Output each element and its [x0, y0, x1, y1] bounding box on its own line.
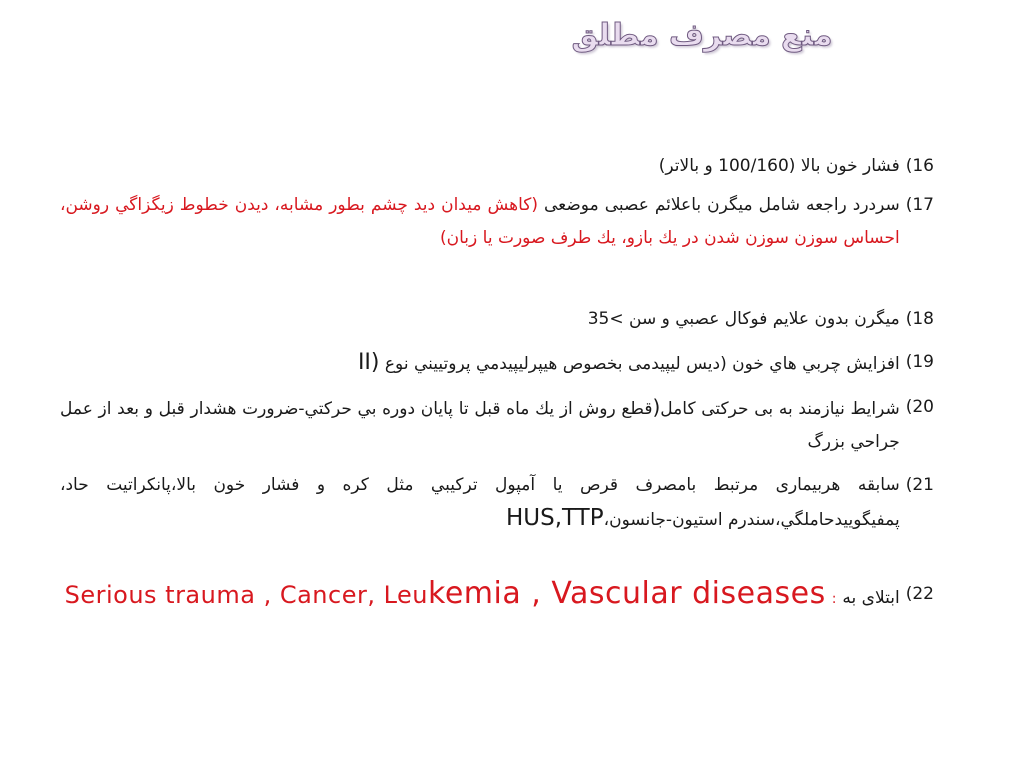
item-paren: (: [652, 395, 661, 419]
item-text: [60, 391, 900, 459]
list-item-21: [60, 469, 934, 537]
item-number: 19): [905, 352, 934, 372]
item-text-main: سابقه هربیماری مرتبط بامصرف قرص یا آمپول ترکیبي مثل کره و فشار خون بالا،پانكراتيت حاد، پمفیگويیدحاملگي،سندرم استيون-جانسون،: [60, 475, 900, 530]
list-item-22: [60, 577, 934, 616]
item-number: 22): [905, 584, 934, 604]
item-text-detail: قطع روش از يك ماه قبل تا پايان دوره بي حركتي-ضرورت هشدار قبل و بعد از عمل جراحي بزرگ: [60, 399, 900, 452]
latin-part-1: Serious trauma , Cancer, Leu: [64, 581, 429, 609]
item-latin-diseases: [64, 576, 826, 611]
latin-part-2: kemia , Vascular diseases: [428, 576, 826, 611]
item-text: [60, 189, 900, 255]
item-latin-terms: HUS,TTP: [505, 505, 604, 531]
item-number: 16): [905, 156, 934, 176]
item-number: 17): [905, 195, 934, 215]
list-item-19: [60, 346, 934, 381]
item-text-main: ابتلای به: [842, 588, 900, 608]
item-number: 20): [905, 397, 934, 417]
item-colon: :: [831, 591, 837, 607]
item-text-main: سردرد راجعه شامل میگرن باعلائم عصبی موضعی: [544, 195, 900, 215]
list-item-17: [60, 189, 934, 255]
slide-title: منع مصرف مطلق: [571, 18, 833, 53]
item-text-highlight: (کاهش میدان دید چشم بطور مشابه، دیدن خطوط زیگزاگي روشن، احساس سوزن سوزن شدن در يك بازو، يك طرف صورت يا زبان): [60, 195, 900, 248]
item-text-main: افزايش چربي هاي خون (ديس ليپيدمی بخصوص هيپرليپيدمي پروتييني نوع: [384, 354, 900, 374]
item-text-main: شرایط نیازمند به بی حرکتی کامل: [660, 399, 900, 419]
item-text: میگرن بدون علایم فوکال عصبي و سن >35: [587, 309, 900, 329]
item-text: [60, 469, 900, 537]
item-roman-type: II): [357, 350, 380, 375]
list-item-20: [60, 391, 934, 459]
item-text: [60, 577, 900, 616]
list-item-18: [60, 303, 934, 336]
item-text: فشار خون بالا (100/160 و بالاتر): [658, 156, 900, 176]
item-number: 18): [905, 309, 934, 329]
list-item-16: [60, 150, 934, 183]
item-text: [60, 346, 900, 381]
item-number: 21): [905, 475, 934, 495]
contraindication-list: [60, 150, 934, 616]
